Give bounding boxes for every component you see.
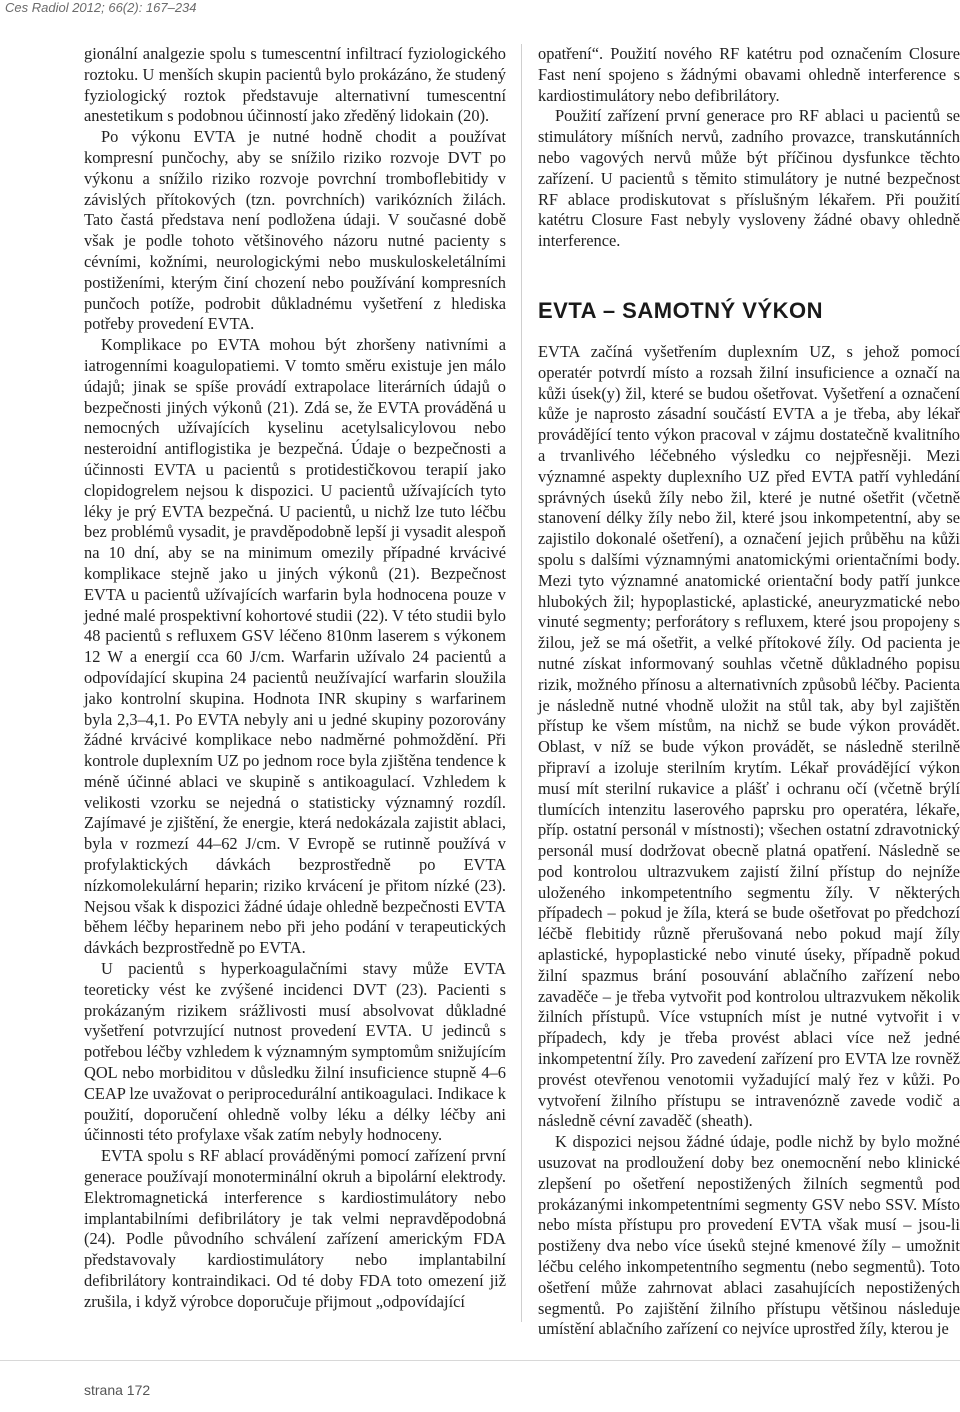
paragraph: EVTA spolu s RF ablací prováděnými pomocí zařízení první generace používají monoterminální okruh a bipolární elektrody. Elektromagnetická interference s kardiostimulátory nebo implantabilními defibrilátory je tak velmi nepravděpodobná (24). Podle původního schválení zařízení americkým FDA představovaly kardiostimulátory nebo implantabilní defibrilátory kontraindikaci. Od té doby FDA toto omezení již zrušila, i když výrobce doporučuje přijmout „odpovídající: [84, 1146, 506, 1311]
paragraph: EVTA začíná vyšetřením duplexním UZ, s jehož pomocí operatér potvrdí místo a rozsah žilní insuficience a označí na kůži úsek(y) žil, které se budou ošetřovat. Vyšetření a označení kůže je naprosto zásadní součástí EVTA a je třeba, aby lékař provádějící tento výkon pracoval v zájmu dostatečně kvalitního a trvanlivého léčebného výsledku co nejpřesněji. Mezi významné aspekty duplexního UZ před EVTA patří vyhledání správných úseků žíly nebo žil, které je nutné ošetřit (včetně stanovení délky žíly nebo žil, které jsou inkompetentní, aby se zajistilo dokonalé ošetření), a označení jejich průběhu na kůži spolu s dalšími významnými anatomickými orientačními body. Mezi tyto významné anatomické orientační body patří junkce hlubokých žil; hypoplastické, aplastické, aneuryzmatické nebo vinuté segmenty; perforátory s refluxem, které jsou propojeny s žilou, jež se má ošetřit, a velké přítokové žíly. Od pacienta je nutné získat informovaný souhlas včetně důkladného popisu rizik, možného přínosu a alternativních způsobů léčby. Pacienta je následně nutné vhodně uložit na stůl tak, aby byl zajištěn přístup ke všem místům, na nichž se bude výkon provádět. Oblast, v níž se bude výkon provádět, se následně sterilně připraví a izoluje sterilním krytím. Lékař provádějící výkon musí mít sterilní rukavice a plášť i ochranu očí (včetně brýlí tlumících intenzitu laserového paprsku pro operatéra, lékaře, příp. ostatní personál v místnosti); všechen ostatní zdravotnický personál musí dodržovat obecně platná opatření. Následně se pod kontrolou ultrazvukem zajistí žilní přístup do nejníže uloženého inkompetentního segmentu žíly. V některých případech – pokud je žíla, která se bude ošetřovat po předchozí léčbě flebitidy různě přerušovaná nebo pokud mají žíly aplastické, hypoplastické nebo vinuté úseky, případně pokud žilní spazmus brání posouvání ablačního zařízení nebo zavaděče – je třeba vytvořit pod kontrolou ultrazvukem několik žilních přístupů. Více vstupních míst je nutné vytvořit i v případech, kdy je třeba provést ablaci více než jedné inkompetentní žíly. Pro zavedení zařízení pro EVTA lze rovněž provést otevřenou venotomii vyžadující malý řez v kůži. Po vytvoření žilního přístupu se intravenózně zavede vodič a následně cévní zavaděč (sheath).: [538, 341, 960, 1131]
paragraph: opatření“. Použití nového RF katétru pod označením Closure Fast není spojeno s žádnými obavami ohledně interference s kardiostimulátory nebo defibrilátory.: [538, 44, 960, 105]
paragraph: gionální analgezie spolu s tumescentní infiltrací fyziologického roztoku. U menších skupin pacientů bylo prokázáno, že studený fyziologický roztok představuje alternativní tumescentní anestetikum s podobnou účinností jako zředěný lidokain (20).: [84, 44, 506, 126]
left-column: [84, 44, 506, 1313]
running-head: Ces Radiol 2012; 66(2): 167–234: [5, 0, 197, 15]
paragraph: Použití zařízení první generace pro RF ablaci u pacientů se stimulátory míšních nervů, zadního provazce, transkutánních nebo vagových nervů může být příčinou dysfunkce těchto zařízení. U pacientů s těmito stimulátory je nutné bezpečnost RF ablace prodiskutovat s příslušným lékařem. Při použití katétru Closure Fast nebyly vysloveny žádné obavy ohledně interference.: [538, 106, 960, 251]
paragraph: K dispozici nejsou žádné údaje, podle nichž by bylo možné usuzovat na prodloužení doby bez onemocnění nebo klinické zlepšení po ošetření nepostižených žilních segmentů pod prokázanými inkompetentními segmenty GSV nebo SSV. Místo nebo místa přístupu pro provedení EVTA však musí – jsou-li postiženy dva nebo více úseků stejné kmenové žíly – umožnit léčbu celého inkompetentního segmentu (nebo segmentů). Toto ošetření může zahrnovat ablaci zasahujících nepostižených segmentů. Po zajištění žilního přístupu většinou následuje umístění ablačního zařízení co nejvíce uprostřed žíly, kterou je: [538, 1132, 960, 1339]
page-number: strana 172: [84, 1382, 151, 1398]
footer-rule: [0, 1360, 960, 1361]
paragraph: Komplikace po EVTA mohou být zhoršeny nativními a iatrogenními koagulopatiemi. V tomto směru existuje jen málo údajů; jinak se spíše provádí extrapolace literárních údajů o bezpečnosti jiných výkonů (21). Zdá se, že EVTA prováděná u nemocných užívajících kyselinu acetylsalicylovou nebo nesteroidní antiflogistika je bezpečná. Údaje o bezpečnosti a účinnosti EVTA u pacientů s protidestičkovou terapií jako clopidogrelem nejsou k dispozici. U pacientů užívajících tyto léky je prý EVTA bezpečná. U pacientů, u nichž lze tuto léčbu bez problémů vysadit, je pravděpodobně lepší ji vysadit alespoň na 10 dní, aby se na minimum omezily případné krvácivé komplikace stejně jako u jiných výkonů (21). Bezpečnost EVTA u pacientů užívajících warfarin byla hodnocena pouze v jedné malé prospektivní kohortové studii (22). V této studii bylo 48 pacientů s refluxem GSV léčeno 810nm laserem s výkonem 12 W a energií cca 60 J/cm. Warfarin užívalo 24 pacientů a odpovídající skupina 24 pacientů neužívající warfarin sloužila jako kontrolní skupina. Hodnota INR skupiny s warfarinem byla 2,3–4,1. Po EVTA nebyly ani u jedné skupiny pozorovány žádné krvácivé komplikace nebo nadměrné pohmoždění. Při kontrole duplexním UZ po jednom roce byla zjištěna tendence k méně účinné ablaci ve skupině s antikoagulací. Vzhledem k velikosti vzorku se nejedná o statisticky významný rozdíl. Zajímavé je zjištění, že energie, která nedokázala zajistit ablaci, byla v rozmezí 44–62 J/cm. V Evropě se rutinně používá v profylaktických dávkách bezprostředně po EVTA nízkomolekulární heparin; riziko krvácení je přitom nízké (23). Nejsou však k dispozici žádné údaje ohledně bezpečnosti EVTA během léčby heparinem nebo při jeho podání v terapeutických dávkách bezprostředně po EVTA.: [84, 335, 506, 958]
section-heading: EVTA – SAMOTNÝ VÝKON: [538, 297, 824, 323]
right-column: [538, 44, 960, 1340]
column-divider: [521, 44, 522, 1322]
paragraph: Po výkonu EVTA je nutné hodně chodit a používat kompresní punčochy, aby se snížilo riziko rozvoje DVT po výkonu a snížilo riziko rozvoje povrchní tromboflebitidy v závislých přítokových (tzn. povrchních) varikózních žilách. Tato častá představa není podložena údaji. V současné době však je podle tohoto většinového názoru nutné pacienty s cévními, kožními, neurologickými nebo muskuloskeletálními postiženími, kterým činí chození nebo používání kompresních punčoch potíže, podrobit důkladnému vyšetření z hlediska potřeby provedení EVTA.: [84, 127, 506, 334]
paragraph: U pacientů s hyperkoagulačními stavy může EVTA teoreticky vést ke zvýšené incidenci DVT (23). Pacienti s prokázaným rizikem srážlivosti musí absolvovat důkladné vyšetření potvrzující nutnost provedení EVTA. U jedinců s potřebou léčby vzhledem k významným symptomům snižujícím QOL nebo morbiditou v důsledku žilní insuficience stupně 4–6 CEAP lze uvažovat o periprocedurální antikoagulaci. Indikace k použití, doporučení ohledně volby léku a délky léčby ani účinnosti této profylaxe však zatím nebyly hodnoceny.: [84, 959, 506, 1145]
